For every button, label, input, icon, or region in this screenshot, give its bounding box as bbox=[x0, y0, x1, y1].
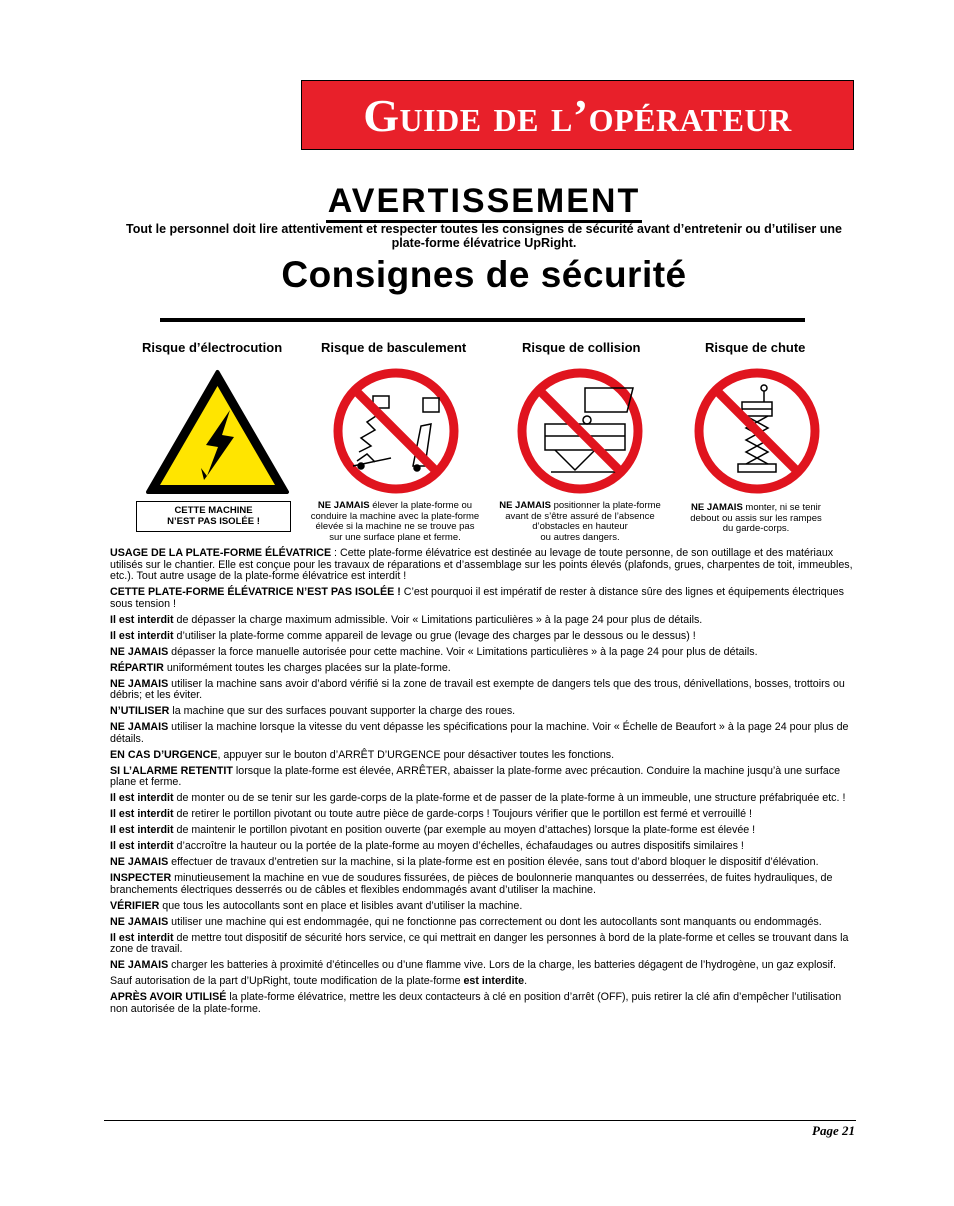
tipover-caption: NE JAMAIS élever la plate-forme ou conduire la machine avec la plate-forme élevée si la machine ne se trouve pas sur une surface plane et ferme. bbox=[310, 500, 480, 543]
warning-heading: AVERTISSEMENT bbox=[0, 182, 954, 221]
rule-item: Il est interdit d’utiliser la plate-forme comme appareil de levage ou grue (levage des charges par le dessous ou le dessus) ! bbox=[110, 629, 696, 642]
heading-rule bbox=[160, 318, 805, 322]
safety-heading: Consignes de sécurité bbox=[281, 254, 687, 295]
collision-caption: NE JAMAIS positionner la plate-forme avant de s’être assuré de l’absence d’obstacles en hauteur ou autres dangers. bbox=[499, 500, 661, 543]
electrocution-warning-icon bbox=[144, 368, 291, 496]
rule-item: USAGE DE LA PLATE-FORME ÉLÉVATRICE : Cette plate-forme élévatrice est destinée au levage de toute personne, de son outillage et des matériaux utilisés sur le chantier. Elle est conçue pour les travaux de réparations et d’assemblage sur les points élevés (plafonds, grues, charpentes de toit, immeubles, etc.). Tout autre usage de la plate-forme élévatrice est interdit ! bbox=[110, 547, 853, 583]
document-title: Guide de l’opérateur bbox=[363, 89, 792, 141]
rule-item: SI L’ALARME RETENTIT lorsque la plate-forme est élevée, ARRÊTER, abaisser la plate-forme avec précaution. Conduire la machine jusqu’à une surface plane et ferme. bbox=[110, 764, 841, 789]
warning-intro: Tout le personnel doit lire attentivement et respecter toutes les consignes de sécurité avant d’entretenir ou d’utiliser une plate-forme élévatrice UpRight. bbox=[126, 222, 842, 250]
rule-item: NE JAMAIS utiliser une machine qui est endommagée, qui ne fonctionne pas correctement ou dont les autocollants sont manquants ou endommagés. bbox=[110, 915, 822, 928]
hazard-title-fall: Risque de chute bbox=[705, 340, 806, 355]
collision-prohibited-icon bbox=[515, 366, 645, 496]
rule-item: VÉRIFIER que tous les autocollants sont en place et lisibles avant d’utiliser la machine. bbox=[110, 899, 523, 912]
rule-item: Sauf autorisation de la part d’UpRight, toute modification de la plate-forme est interdite. bbox=[110, 975, 528, 988]
fall-caption: NE JAMAIS monter, ni se tenir debout ou assis sur les rampes du garde-corps. bbox=[690, 502, 822, 534]
rule-item: Il est interdit d’accroître la hauteur ou la portée de la plate-forme au moyen d’échelles, échafaudages ou autres dispositifs similaires ! bbox=[110, 840, 744, 853]
safety-rules-list bbox=[110, 548, 858, 1020]
not-insulated-box: CETTE MACHINE N’EST PAS ISOLÉE ! bbox=[136, 501, 291, 532]
rule-item: Il est interdit de mettre tout dispositif de sécurité hors service, ce qui mettrait en danger les personnes à bord de la plate-forme et celles se trouvant dans la zone de travail. bbox=[110, 931, 849, 956]
hazard-title-collision: Risque de collision bbox=[522, 340, 641, 355]
fall-prohibited-icon bbox=[692, 366, 822, 496]
rule-item: APRÈS AVOIR UTILISÉ la plate-forme élévatrice, mettre les deux contacteurs à clé en position d’arrêt (OFF), puis retirer la clé afin d’empêcher l’utilisation non autorisée de la plate-forme. bbox=[110, 991, 842, 1015]
title-banner bbox=[301, 80, 854, 150]
footer-rule bbox=[104, 1120, 856, 1121]
rule-item: NE JAMAIS utiliser la machine sans avoir d’abord vérifié si la zone de travail est exempte de dangers tels que des trous, dénivellations, bosses, trottoirs ou débris; et les éviter. bbox=[110, 677, 845, 702]
rule-item: NE JAMAIS utiliser la machine lorsque la vitesse du vent dépasse les spécifications pour la machine. Voir « Échelle de Beaufort » à la page 24 pour plus de détails. bbox=[110, 721, 849, 745]
rule-item: EN CAS D’URGENCE, appuyer sur le bouton d’ARRÊT D’URGENCE pour désactiver toutes les fonctions. bbox=[110, 748, 615, 761]
tipover-prohibited-icon bbox=[331, 366, 461, 496]
rule-item: Il est interdit de maintenir le portillon pivotant en position ouverte (par exemple au moyen d’attaches) lorsque la plate-forme est élevée ! bbox=[110, 824, 756, 837]
rule-item: INSPECTER minutieusement la machine en vue de soudures fissurées, de pièces de boulonnerie manquantes ou desserrées, de fuites hydrauliques, de branchements électriques desserrés ou de câbles et flexibles endommagés avant d’utiliser la machine. bbox=[110, 872, 833, 896]
rule-item: NE JAMAIS effectuer de travaux d’entretien sur la machine, si la plate-forme est en position élevée, sans tout d’abord bloquer le dispositif d’élévation. bbox=[110, 856, 819, 869]
page-number: Page 21 bbox=[812, 1123, 855, 1138]
rule-item: RÉPARTIR uniformément toutes les charges placées sur la plate-forme. bbox=[110, 661, 451, 674]
rule-item: Il est interdit de dépasser la charge maximum admissible. Voir « Limitations particulières » à la page 24 pour plus de détails. bbox=[110, 613, 703, 626]
hazard-title-electrocution: Risque d’électrocution bbox=[142, 340, 283, 355]
rule-item: NE JAMAIS dépasser la force manuelle autorisée pour cette machine. Voir « Limitations particulières » à la page 24 pour plus de détails. bbox=[110, 645, 758, 658]
hazard-title-tipover: Risque de basculement bbox=[321, 340, 467, 355]
rule-item: CETTE PLATE-FORME ÉLÉVATRICE N’EST PAS ISOLÉE ! C’est pourquoi il est impératif de rester à distance sûre des lignes et équipements électriques sous tension ! bbox=[110, 586, 844, 610]
rule-item: Il est interdit de monter ou de se tenir sur les garde-corps de la plate-forme et de passer de la plate-forme à un immeuble, une structure préfabriquée etc. ! bbox=[110, 792, 846, 805]
rule-item: N’UTILISER la machine que sur des surfaces pouvant supporter la charge des roues. bbox=[110, 705, 516, 718]
rule-item: Il est interdit de retirer le portillon pivotant ou toute autre pièce de garde-corps ! Toujours vérifier que le portillon est fermé et verrouillé ! bbox=[110, 808, 752, 821]
rule-item: NE JAMAIS charger les batteries à proximité d’étincelles ou d’une flamme vive. Lors de la charge, les batteries dégagent de l’hydrogène, un gaz explosif. bbox=[110, 959, 836, 972]
